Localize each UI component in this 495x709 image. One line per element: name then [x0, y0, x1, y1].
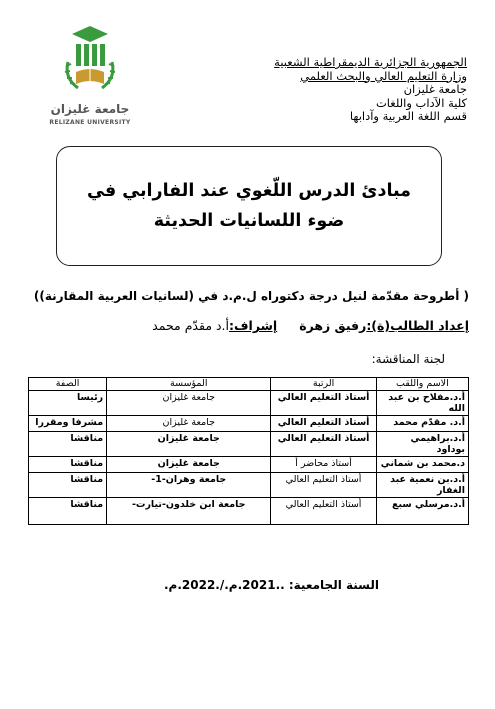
member-institution: جامعة وهران-1-	[107, 473, 271, 498]
member-role: مناقشا	[29, 498, 107, 525]
table-row	[29, 391, 469, 416]
member-rank: أستاذ محاضر أ	[271, 457, 376, 473]
member-rank: أستاذ التعليم العالي	[271, 432, 376, 457]
student-name: رفيق زهرة	[299, 318, 367, 333]
committee-table	[28, 377, 469, 525]
member-role: مناقشا	[29, 457, 107, 473]
academic-year: السنة الجامعية: ..2021.م./.2022.م.	[163, 578, 379, 592]
header-name: الاسم واللقب	[376, 378, 468, 391]
member-role: مشرفا ومقررا	[29, 416, 107, 432]
table-row	[29, 457, 469, 473]
member-name: د.محمد بن شماني	[376, 457, 468, 473]
member-rank: أستاذ التعليم العالي	[271, 498, 376, 525]
member-name: أ.د.براهيمي بوداود	[376, 432, 468, 457]
member-role: مناقشا	[29, 473, 107, 498]
member-institution: جامعة غليزان	[107, 457, 271, 473]
institution-header	[187, 56, 467, 124]
table-row	[29, 473, 469, 498]
member-rank: أستاذ التعليم العالي	[271, 416, 376, 432]
thesis-description: ( أطروحة مقدّمة لنيل درجة دكتوراه ل.م.د في (لسانيات العربية المقارنة))	[33, 289, 469, 303]
author-line	[29, 318, 469, 333]
logo-name-ar: جامعة غليزان	[50, 102, 130, 116]
header-role: الصفة	[29, 378, 107, 391]
header-faculty: كلية الآداب واللغات	[375, 95, 467, 110]
supervisor-label: إشراف:	[229, 318, 278, 333]
member-rank: أستاذ التعليم العالي	[271, 473, 376, 498]
member-role: مناقشا	[29, 432, 107, 457]
title-box	[56, 146, 442, 266]
table-row	[29, 432, 469, 457]
member-institution: جامعة غليزان	[107, 416, 271, 432]
supervisor-name: أ.د مقدّم محمد	[152, 318, 230, 333]
university-logo	[44, 22, 136, 134]
header-institution: المؤسسة	[107, 378, 271, 391]
header-ministry: وزارة التعليم العالي والبحث العلمي	[300, 68, 467, 83]
table-row	[29, 498, 469, 525]
member-name: أ.د.بن نعمية عبد الغفار	[376, 473, 468, 498]
header-university: جامعة غليزان	[403, 82, 467, 96]
member-role: رئيسا	[29, 391, 107, 416]
table-row	[29, 416, 469, 432]
header-department: قسم اللغة العربية وآدابها	[349, 109, 467, 123]
logo-name-en: RELIZANE UNIVERSITY	[49, 119, 131, 126]
header-rank: الرتبة	[271, 378, 376, 391]
table-header-row	[29, 378, 469, 391]
committee-label: لجنة المناقشة:	[371, 352, 445, 366]
member-rank: أستاذ التعليم العالي	[271, 391, 376, 416]
member-name: أ.د.مرسلي سبع	[376, 498, 468, 525]
student-label: إعداد الطالب(ة):	[366, 318, 469, 333]
member-name: أ.د.مفلاح بن عبد الله	[376, 391, 468, 416]
member-name: أ.د. مقدّم محمد	[376, 416, 468, 432]
thesis-title: مبادئ الدرس اللّغوي عند الفارابي في ضوء اللسانيات الحديثة	[87, 181, 411, 231]
header-republic: الجمهورية الجزائرية الديمقراطية الشعبية	[274, 55, 467, 69]
member-institution: جامعة غليزان	[107, 391, 271, 416]
member-institution: جامعة ابن خلدون-تيارت-	[107, 498, 271, 525]
university-emblem-icon	[58, 22, 122, 100]
member-institution: جامعة غليزان	[107, 432, 271, 457]
